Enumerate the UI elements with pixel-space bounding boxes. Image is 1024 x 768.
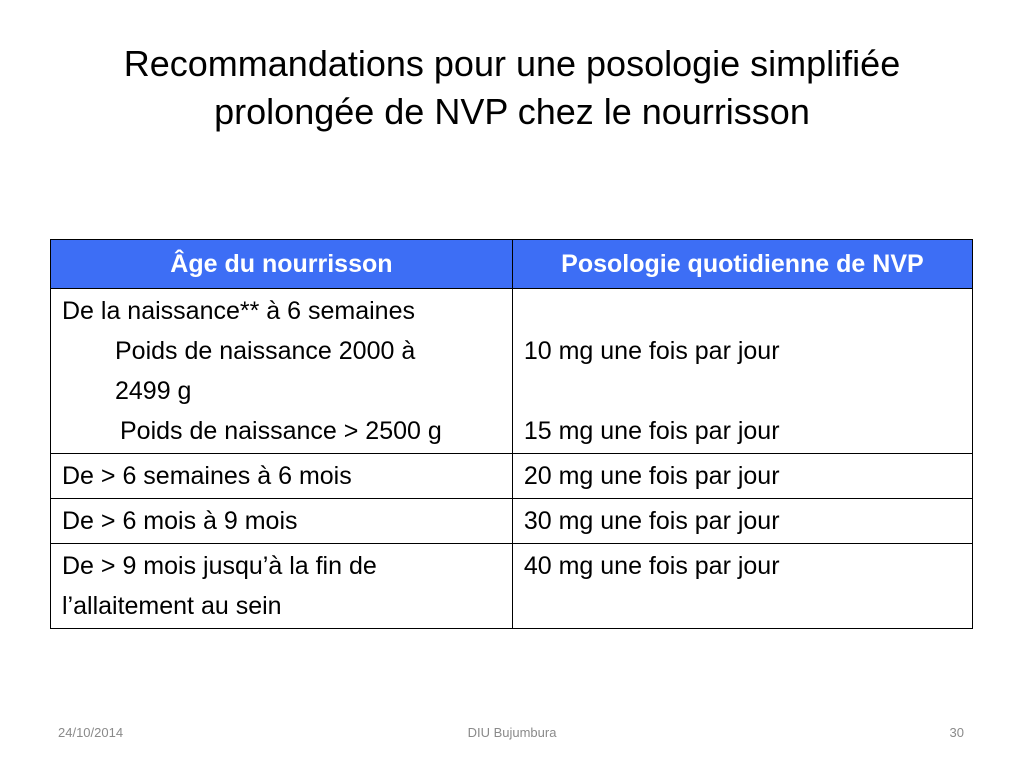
header-dose: Posologie quotidienne de NVP [512,240,972,289]
slide-title [60,40,964,136]
table-row [51,544,973,629]
age-sub-weight-1b: 2499 g [115,377,192,405]
title-line-1: Recommandations pour une posologie simplifiée [123,43,901,84]
cell-age: De > 6 mois à 9 mois [51,499,513,544]
dose-spacer [524,371,962,411]
age-line-1: De > 9 mois jusqu’à la fin de [62,552,377,580]
cell-age [51,289,513,454]
age-sub-weight-1a: Poids de naissance 2000 à [115,337,416,365]
cell-dose [512,289,972,454]
dose-sub-2: 15 mg une fois par jour [523,417,780,445]
table-row [51,289,973,454]
table-row [51,454,973,499]
dose-spacer [524,291,962,331]
cell-age [51,544,513,629]
table-header-row [51,240,973,289]
footer-center-text: DIU Bujumbura [467,725,557,740]
footer-page-number: 30 [949,725,964,740]
table-row [51,499,973,544]
cell-dose: 20 mg une fois par jour [512,454,972,499]
dose-sub-1: 10 mg une fois par jour [523,337,780,365]
age-main: De la naissance** à 6 semaines [62,297,415,325]
cell-dose: 40 mg une fois par jour [512,544,972,629]
title-line-2: prolongée de NVP chez le nourrisson [214,91,810,132]
age-sub-weight-2: Poids de naissance > 2500 g [120,417,442,445]
footer-date: 24/10/2014 [58,725,124,740]
age-line-2: l’allaitement au sein [62,592,282,620]
dosage-table [50,239,973,629]
cell-dose: 30 mg une fois par jour [512,499,972,544]
cell-age: De > 6 semaines à 6 mois [51,454,513,499]
header-age: Âge du nourrisson [51,240,513,289]
